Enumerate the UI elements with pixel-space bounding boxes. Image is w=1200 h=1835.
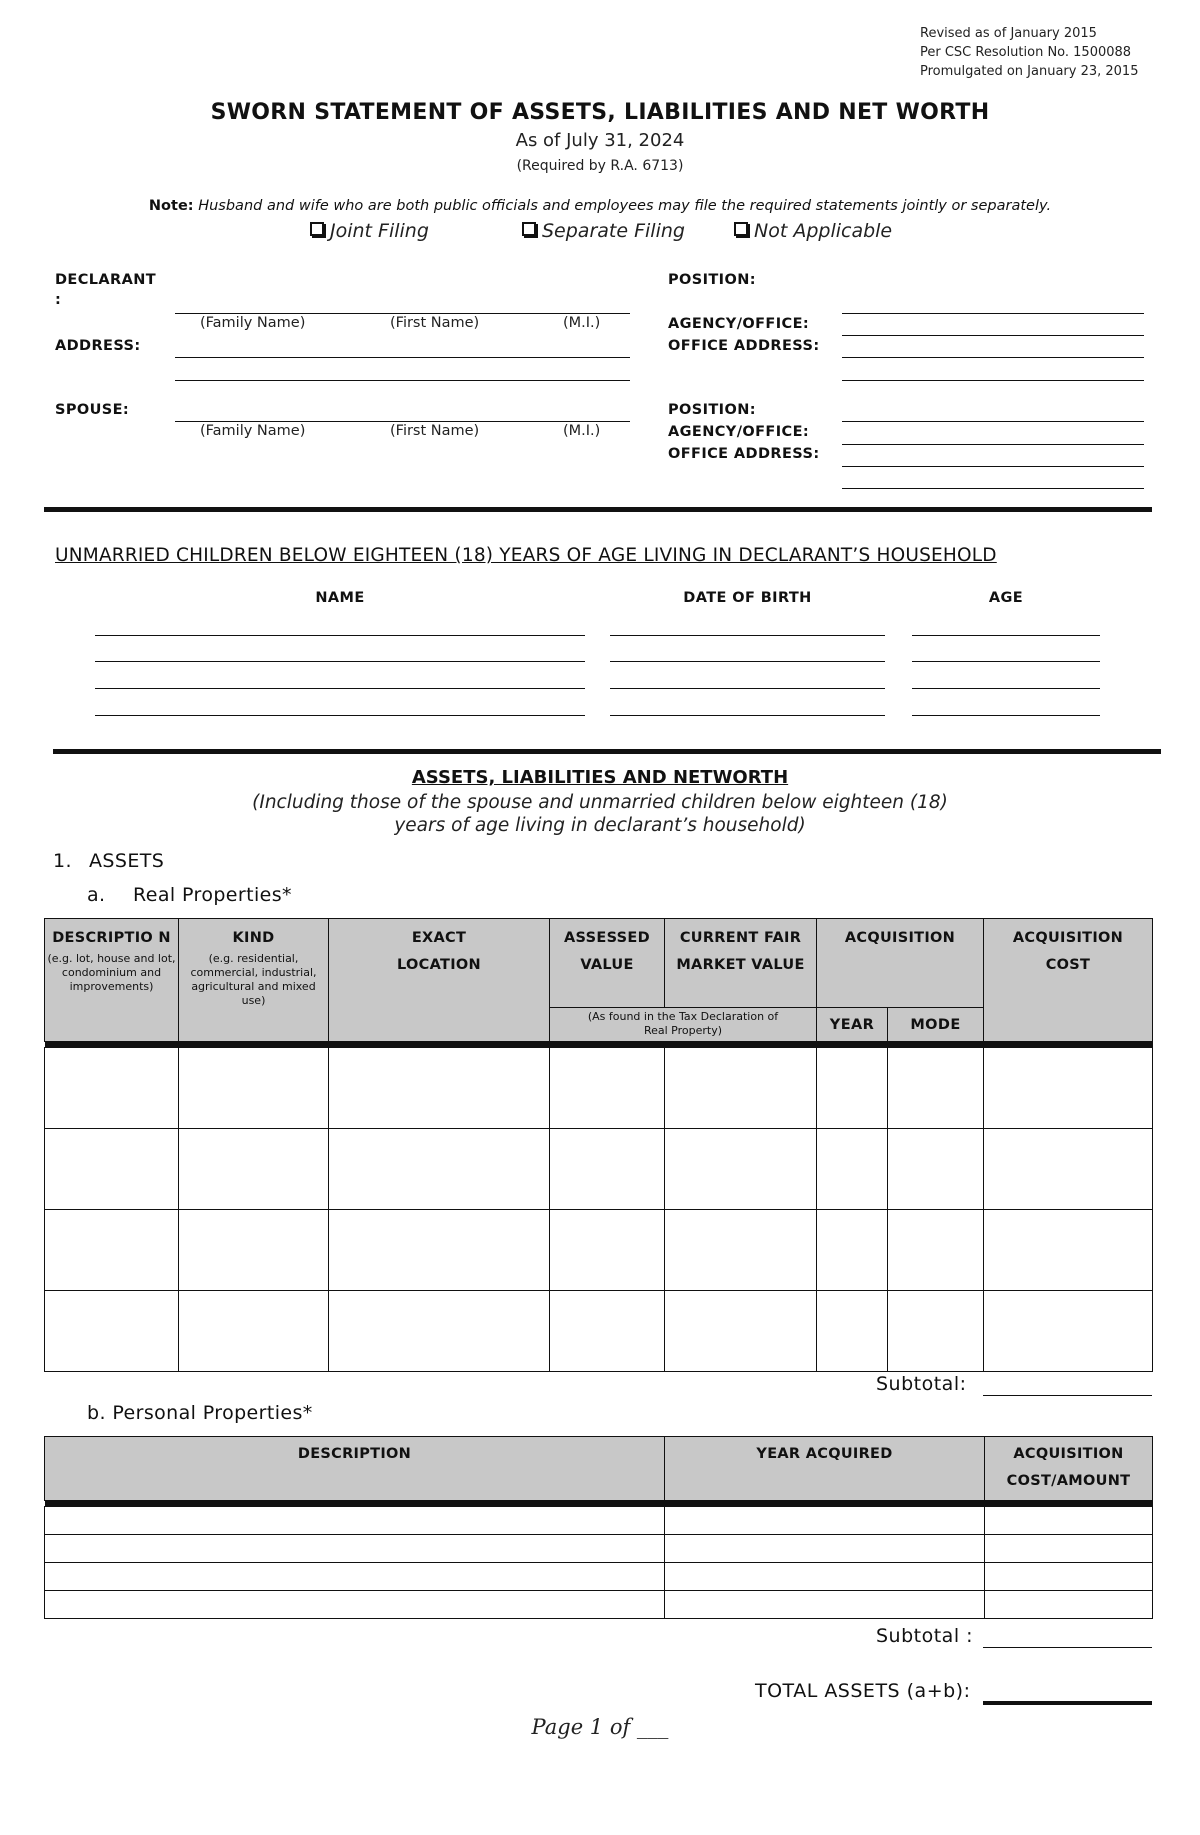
table-row	[45, 1048, 1153, 1129]
spouse-position-label: POSITION:	[668, 402, 756, 418]
real-kind-header	[179, 919, 329, 1042]
personal-subtotal-field[interactable]	[983, 1647, 1152, 1648]
child-dob-field[interactable]	[610, 688, 885, 689]
table-row	[45, 1535, 1153, 1563]
real-location-title: EXACT LOCATION	[397, 930, 481, 973]
child-age-field[interactable]	[912, 688, 1100, 689]
real-acquisition-title: ACQUISITION	[844, 930, 956, 946]
table-row	[45, 1591, 1153, 1619]
children-age-header: AGE	[988, 590, 1024, 606]
address-label: ADDRESS:	[55, 338, 141, 354]
declarant-mi-caption: (M.I.)	[563, 315, 601, 331]
children-dob-header: DATE OF BIRTH	[683, 590, 812, 606]
real-description-header	[45, 919, 179, 1042]
assets-label: ASSETS	[89, 850, 165, 872]
assets-section-heading: ASSETS, LIABILITIES AND NETWORTH	[411, 767, 789, 788]
personal-properties-table	[44, 1436, 1153, 1619]
child-dob-field[interactable]	[610, 635, 885, 636]
real-subtotal-field[interactable]	[983, 1395, 1152, 1396]
children-name-header: NAME	[315, 590, 365, 606]
personal-cell[interactable]	[45, 1563, 665, 1591]
assets-subtitle-1: (Including those of the spouse and unmarried children below eighteen (18)	[252, 792, 948, 813]
real-cell[interactable]	[817, 1210, 888, 1291]
office-address-field-2[interactable]	[842, 380, 1144, 381]
real-assessed-title: ASSESSED VALUE	[564, 930, 650, 973]
real-properties-letter: a.	[87, 884, 106, 906]
table-row	[45, 1507, 1153, 1535]
spouse-family-name-caption: (Family Name)	[200, 423, 306, 439]
not-applicable-option[interactable]	[734, 220, 892, 242]
declarant-family-name-caption: (Family Name)	[200, 315, 306, 331]
real-description-note: (e.g. lot, house and lot, condominium and improvements)	[47, 952, 176, 993]
required-by: (Required by R.A. 6713)	[516, 158, 684, 174]
personal-cell[interactable]	[985, 1563, 1153, 1591]
address-field-2[interactable]	[175, 380, 630, 381]
personal-subtotal-label: Subtotal :	[876, 1625, 974, 1647]
personal-year-header	[665, 1437, 985, 1501]
personal-cost-header	[985, 1437, 1153, 1501]
table-row	[45, 1563, 1153, 1591]
spouse-office-address-field-2[interactable]	[842, 488, 1144, 489]
filing-note	[0, 198, 1200, 214]
spouse-label: SPOUSE:	[55, 402, 130, 418]
as-of-date: As of July 31, 2024	[515, 130, 685, 151]
personal-cell[interactable]	[665, 1591, 985, 1619]
child-age-field[interactable]	[912, 635, 1100, 636]
real-description-title: DESCRIPTIO N	[52, 930, 171, 946]
personal-description-title: DESCRIPTION	[297, 1446, 412, 1462]
spouse-office-address-label: OFFICE ADDRESS:	[668, 446, 820, 462]
real-cell[interactable]	[329, 1129, 550, 1210]
address-field-1[interactable]	[175, 357, 630, 358]
agency-field[interactable]	[842, 335, 1144, 336]
real-acquisition-header	[817, 919, 984, 1008]
form-title: SWORN STATEMENT OF ASSETS, LIABILITIES AND NET WORTH	[210, 100, 990, 125]
real-cell[interactable]	[888, 1129, 984, 1210]
revision-note	[920, 24, 1138, 81]
real-cell[interactable]	[984, 1291, 1153, 1372]
child-age-field[interactable]	[912, 661, 1100, 662]
real-cell[interactable]	[984, 1129, 1153, 1210]
section-divider-2	[53, 749, 1161, 754]
position-field[interactable]	[842, 313, 1144, 314]
real-cell[interactable]	[45, 1048, 179, 1129]
real-cost-title: ACQUISITION COST	[1012, 930, 1124, 973]
personal-cell[interactable]	[665, 1507, 985, 1535]
joint-filing-label: Joint Filing	[330, 220, 429, 242]
real-value-note: (As found in the Tax Declaration of Real Property)	[587, 1010, 779, 1037]
page-number: Page 1 of ___	[531, 1715, 669, 1739]
revision-line-2: Per CSC Resolution No. 1500088	[920, 45, 1132, 60]
personal-cell[interactable]	[985, 1507, 1153, 1535]
office-address-label: OFFICE ADDRESS:	[668, 338, 820, 354]
real-properties-label: Real Properties*	[133, 884, 292, 906]
real-cost-header	[984, 919, 1153, 1042]
real-cell[interactable]	[179, 1210, 329, 1291]
real-location-header	[329, 919, 550, 1042]
real-market-title: CURRENT FAIR MARKET VALUE	[676, 930, 805, 973]
real-cell[interactable]	[665, 1210, 817, 1291]
separate-filing-option[interactable]	[522, 220, 685, 242]
separate-filing-label: Separate Filing	[542, 220, 685, 242]
real-cell[interactable]	[329, 1291, 550, 1372]
personal-cell[interactable]	[45, 1591, 665, 1619]
personal-cell[interactable]	[985, 1591, 1153, 1619]
real-value-note-cell	[550, 1008, 817, 1042]
separate-filing-checkbox[interactable]	[522, 222, 536, 236]
real-mode-header	[888, 1008, 984, 1042]
real-cell[interactable]	[984, 1210, 1153, 1291]
child-dob-field[interactable]	[610, 715, 885, 716]
spouse-office-address-field-1[interactable]	[842, 466, 1144, 467]
joint-filing-option[interactable]	[310, 220, 429, 242]
declarant-first-name-caption: (First Name)	[390, 315, 480, 331]
real-kind-title: KIND	[232, 930, 275, 946]
real-mode-title: MODE	[910, 1016, 961, 1033]
office-address-field-1[interactable]	[842, 357, 1144, 358]
table-row	[45, 1210, 1153, 1291]
real-cell[interactable]	[665, 1129, 817, 1210]
child-name-field[interactable]	[95, 688, 585, 689]
declarant-label: DECLARANT	[55, 272, 157, 288]
children-heading: UNMARRIED CHILDREN BELOW EIGHTEEN (18) YEARS OF AGE LIVING IN DECLARANT’S HOUSEHOLD	[55, 545, 997, 566]
real-cell[interactable]	[888, 1210, 984, 1291]
real-subtotal-label: Subtotal:	[876, 1373, 967, 1395]
real-cell[interactable]	[888, 1291, 984, 1372]
note-label: Note:	[148, 198, 194, 214]
not-applicable-label: Not Applicable	[754, 220, 893, 242]
real-cell[interactable]	[550, 1048, 665, 1129]
real-cell[interactable]	[45, 1210, 179, 1291]
real-cell[interactable]	[817, 1048, 888, 1129]
real-kind-note: (e.g. residential, commercial, industrial, agricultural and mixed use)	[190, 952, 317, 1007]
real-cell[interactable]	[984, 1048, 1153, 1129]
assets-number: 1.	[53, 850, 72, 872]
real-cell[interactable]	[550, 1210, 665, 1291]
declarant-colon: :	[55, 292, 62, 308]
spouse-first-name-caption: (First Name)	[390, 423, 480, 439]
real-cell[interactable]	[45, 1129, 179, 1210]
total-assets-label: TOTAL ASSETS (a+b):	[755, 1680, 971, 1702]
real-cell[interactable]	[550, 1291, 665, 1372]
spouse-position-field[interactable]	[842, 421, 1144, 422]
spouse-agency-field[interactable]	[842, 444, 1144, 445]
child-name-field[interactable]	[95, 661, 585, 662]
personal-cell[interactable]	[665, 1563, 985, 1591]
total-assets-field[interactable]	[983, 1701, 1152, 1705]
personal-description-header	[45, 1437, 665, 1501]
real-cell[interactable]	[888, 1048, 984, 1129]
joint-filing-checkbox[interactable]	[310, 222, 324, 236]
real-year-title: YEAR	[829, 1016, 875, 1033]
real-cell[interactable]	[665, 1291, 817, 1372]
real-cell[interactable]	[329, 1210, 550, 1291]
spouse-name-field[interactable]	[175, 421, 630, 422]
revision-line-3: Promulgated on January 23, 2015	[920, 64, 1139, 79]
real-properties-table	[44, 918, 1153, 1372]
child-name-field[interactable]	[95, 715, 585, 716]
declarant-name-field[interactable]	[175, 313, 630, 314]
personal-cell[interactable]	[45, 1535, 665, 1563]
spouse-mi-caption: (M.I.)	[563, 423, 601, 439]
real-cell[interactable]	[817, 1291, 888, 1372]
real-assessed-header	[550, 919, 665, 1008]
spouse-agency-label: AGENCY/OFFICE:	[668, 424, 810, 440]
position-label: POSITION:	[668, 272, 756, 288]
note-text: Husband and wife who are both public officials and employees may file the required statements jointly or separately.	[198, 198, 1052, 214]
personal-cell[interactable]	[985, 1535, 1153, 1563]
child-dob-field[interactable]	[610, 661, 885, 662]
personal-properties-label: b. Personal Properties*	[87, 1402, 313, 1424]
real-cell[interactable]	[665, 1048, 817, 1129]
child-name-field[interactable]	[95, 635, 585, 636]
revision-line-1: Revised as of January 2015	[920, 26, 1097, 41]
real-cell[interactable]	[179, 1129, 329, 1210]
agency-label: AGENCY/OFFICE:	[668, 316, 810, 332]
real-year-header	[817, 1008, 888, 1042]
not-applicable-checkbox[interactable]	[734, 222, 748, 236]
personal-year-title: YEAR ACQUIRED	[756, 1446, 893, 1462]
real-cell[interactable]	[179, 1291, 329, 1372]
child-age-field[interactable]	[912, 715, 1100, 716]
real-cell[interactable]	[329, 1048, 550, 1129]
real-cell[interactable]	[45, 1291, 179, 1372]
personal-cell[interactable]	[665, 1535, 985, 1563]
real-cell[interactable]	[550, 1129, 665, 1210]
real-cell[interactable]	[817, 1129, 888, 1210]
real-market-header	[665, 919, 817, 1008]
real-cell[interactable]	[179, 1048, 329, 1129]
table-row	[45, 1129, 1153, 1210]
personal-cost-title: ACQUISITION COST/AMOUNT	[1006, 1446, 1131, 1489]
table-row	[45, 1291, 1153, 1372]
section-divider-1	[44, 507, 1152, 512]
assets-subtitle-2: years of age living in declarant’s household)	[394, 815, 806, 836]
personal-cell[interactable]	[45, 1507, 665, 1535]
